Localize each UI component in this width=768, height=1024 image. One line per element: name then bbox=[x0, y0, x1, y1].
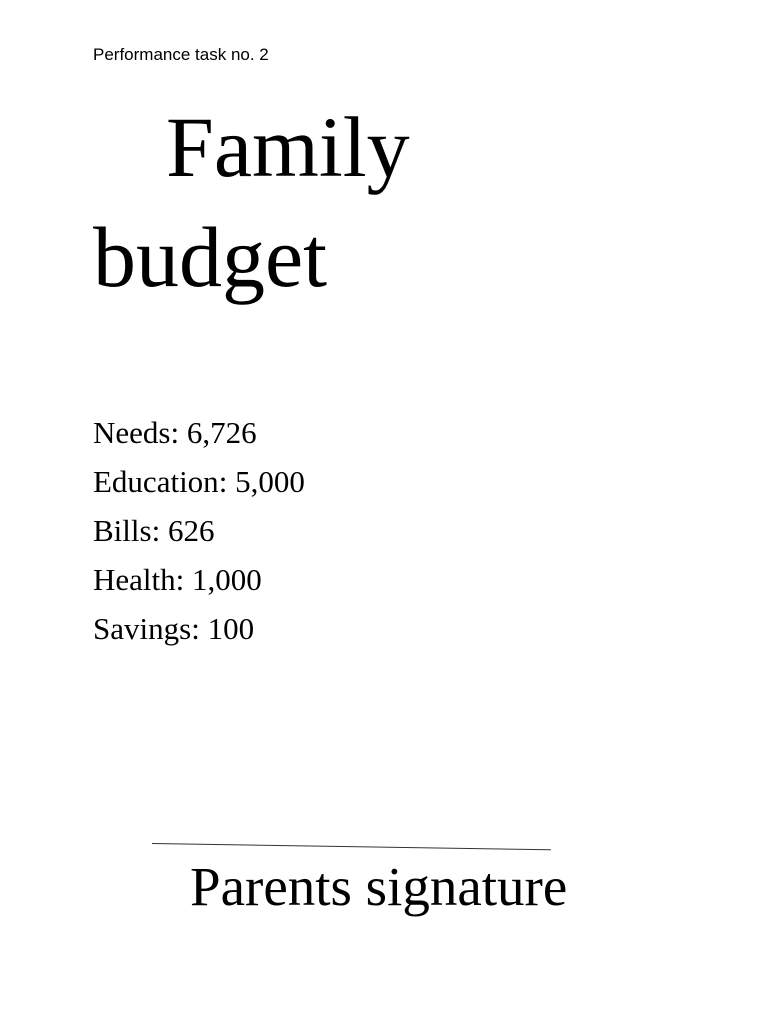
budget-item-value: 1,000 bbox=[192, 562, 262, 597]
budget-item-label: Savings bbox=[93, 611, 192, 646]
budget-item-savings: Savings: 100 bbox=[93, 611, 255, 646]
page-title bbox=[93, 92, 410, 312]
budget-item-value: 100 bbox=[207, 611, 255, 646]
budget-item-value: 5,000 bbox=[235, 464, 305, 499]
title-line-2: budget bbox=[93, 209, 328, 305]
title-line-1: Family bbox=[166, 99, 410, 195]
budget-item-label: Education bbox=[93, 464, 219, 499]
budget-item-bills: Bills: 626 bbox=[93, 513, 215, 548]
budget-item-value: 6,726 bbox=[186, 415, 257, 450]
budget-list bbox=[93, 408, 305, 653]
budget-item-label: Needs bbox=[93, 415, 171, 450]
task-label: Performance task no. 2 bbox=[93, 45, 269, 64]
signature-label: Parents signature bbox=[190, 856, 568, 917]
budget-item-label: Bills bbox=[93, 513, 152, 548]
budget-item-label: Health bbox=[93, 562, 176, 597]
budget-item-education: Education: 5,000 bbox=[93, 464, 305, 499]
budget-item-value: 626 bbox=[167, 513, 215, 548]
budget-item-needs: Needs: 6,726 bbox=[93, 415, 257, 450]
budget-item-health: Health: 1,000 bbox=[93, 562, 262, 597]
signature-line bbox=[152, 843, 551, 850]
